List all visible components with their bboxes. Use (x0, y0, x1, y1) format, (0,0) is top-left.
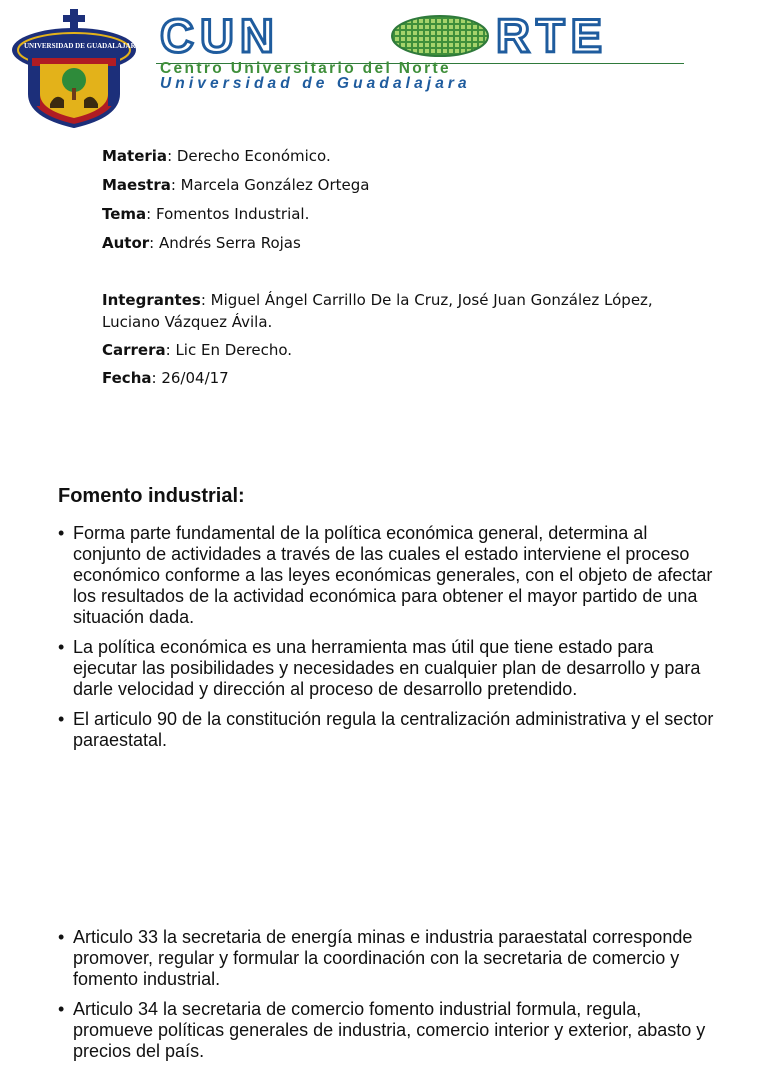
university-seal (10, 8, 141, 128)
seal-motto-left: PIENSA Y (22, 78, 27, 100)
seal-text: UNIVERSIDAD DE GUADALAJARA (24, 42, 141, 50)
section-title: Fomento industrial: (58, 485, 245, 507)
list-item: • Forma parte fundamental de la política económica general, determina al conjunto de actividades a través de las cuales el estado interviene el proceso económico conforme a las leyes económicas generales, con el objeto de afectar los resultados de la actividad económica para obtener el mayor partido de una situación dada. (58, 523, 718, 628)
list-item: • La política económica es una herramienta mas útil que tiene estado para ejecutar las posibilidades y necesidades en cualquier plan de desarrollo y para darle velocidad y dirección al proceso de desarrollo pretendido. (58, 637, 718, 700)
carrera-value: : Lic En Derecho. (165, 341, 293, 359)
integrantes-line (102, 289, 677, 333)
maestra-label: Maestra (102, 176, 171, 194)
list-item: • El articulo 90 de la constitución regula la centralización administrativa y el sector paraestatal. (58, 709, 718, 751)
tema-label: Tema (102, 205, 147, 223)
fecha-value: : 26/04/17 (151, 369, 229, 387)
bullet-list-continued (58, 927, 718, 1071)
fecha-line (102, 367, 702, 389)
brand-university: Universidad de Guadalajara (160, 75, 471, 92)
carrera-line (102, 339, 702, 361)
brand-title-right: RTE (496, 9, 608, 62)
brand-title-left: CUN (160, 9, 280, 62)
list-item: • Articulo 33 la secretaria de energía minas e industria paraestatal corresponde promover, regular y formular la coordinación con la secretaria de comercio y fomento industrial. (58, 927, 718, 990)
carrera-label: Carrera (102, 341, 166, 359)
cunorte-logo (160, 9, 675, 62)
autor-label: Autor (102, 234, 150, 252)
integrantes-label: Integrantes (102, 291, 201, 309)
seal-motto-right: TRABAJA (118, 78, 123, 101)
maestra-line (102, 174, 702, 196)
materia-label: Materia (102, 147, 168, 165)
tema-value: : Fomentos Industrial. (146, 205, 310, 223)
integrantes-value: : Miguel Ángel Carrillo De la Cruz, José Juan González López, Luciano Vázquez Ávila. (102, 291, 653, 331)
materia-value: : Derecho Económico. (167, 147, 331, 165)
brand-subtitle: Centro Universitario del Norte (160, 60, 451, 77)
list-item: • Articulo 34 la secretaria de comercio fomento industrial formula, regula, promueve políticas generales de industria, comercio interior y exterior, abasto y precios del país. (58, 999, 718, 1062)
materia-line (102, 145, 702, 167)
tema-line (102, 203, 702, 225)
autor-line (102, 232, 702, 254)
autor-value: : Andrés Serra Rojas (149, 234, 301, 252)
bullet-list (58, 523, 718, 760)
fecha-label: Fecha (102, 369, 152, 387)
maestra-value: : Marcela González Ortega (170, 176, 370, 194)
